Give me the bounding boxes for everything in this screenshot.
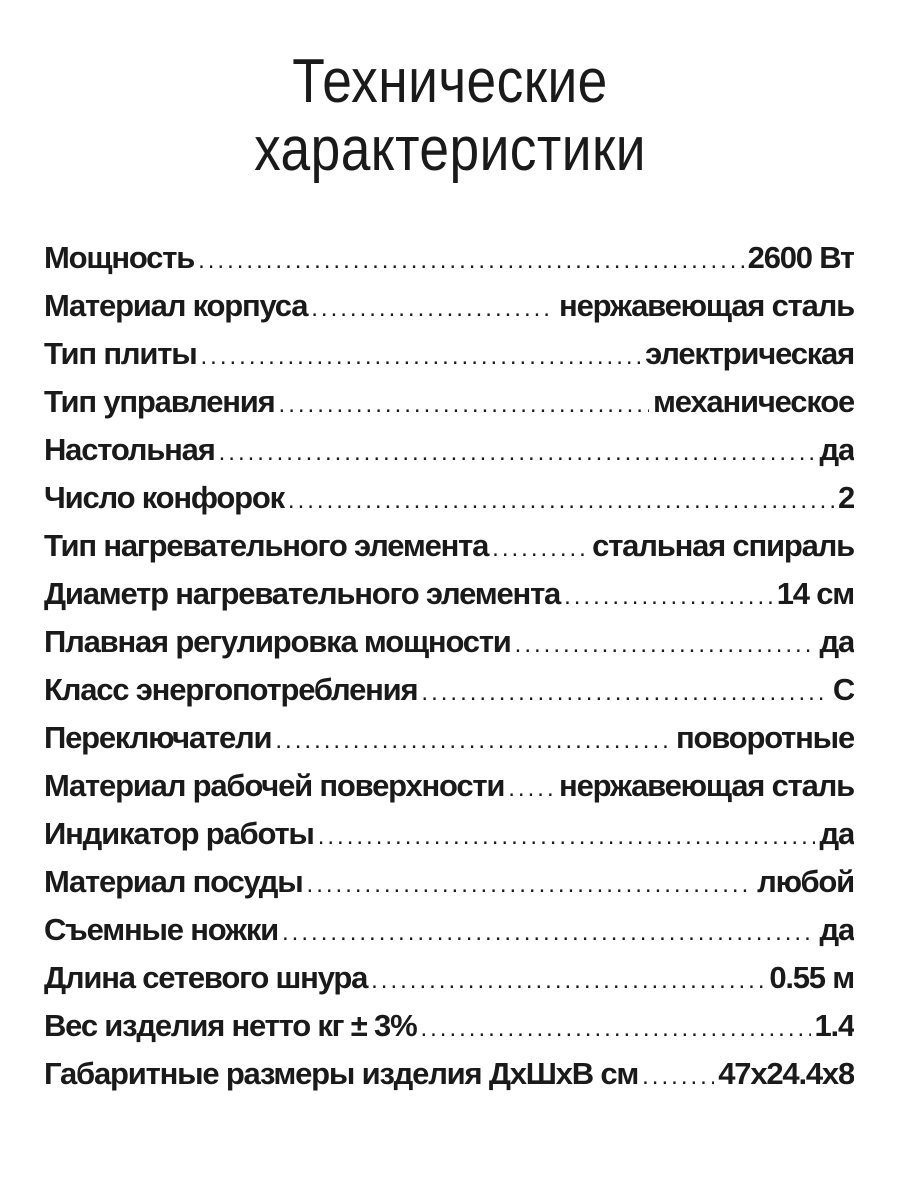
dot-leader — [311, 285, 555, 330]
spec-label: Длина сетевого шнура — [44, 960, 368, 995]
spec-value: 14 см — [776, 576, 854, 611]
dot-leader — [421, 669, 828, 714]
spec-label: Плавная регулировка мощности — [44, 624, 511, 659]
dot-leader — [564, 573, 773, 618]
spec-row-cookware-material — [44, 858, 854, 906]
spec-row-surface-material — [44, 762, 854, 810]
spec-row-cooker-type — [44, 330, 854, 378]
spec-label: Число конфорок — [44, 480, 284, 515]
spec-label: Габаритные размеры изделия ДхШхВ см — [44, 1056, 639, 1091]
spec-value: да — [819, 624, 854, 659]
spec-value: нержавеющая сталь — [559, 768, 854, 803]
spec-row-net-weight — [44, 1002, 854, 1050]
spec-value: 1.4 — [814, 1008, 854, 1043]
spec-value: да — [819, 816, 854, 851]
spec-label: Настольная — [44, 432, 215, 467]
spec-value: 2600 Вт — [747, 240, 854, 275]
spec-label: Материал посуды — [44, 864, 303, 899]
spec-value: да — [819, 432, 854, 467]
dot-leader — [198, 237, 744, 282]
spec-row-smooth-power-adjust — [44, 618, 854, 666]
spec-value: электрическая — [645, 336, 854, 371]
dot-leader — [282, 909, 815, 954]
spec-row-control-type — [44, 378, 854, 426]
spec-value: С — [832, 672, 854, 707]
dot-leader — [642, 1053, 714, 1098]
spec-value: поворотные — [676, 720, 854, 755]
spec-row-heating-element-type — [44, 522, 854, 570]
spec-value: 0.55 м — [769, 960, 854, 995]
spec-label: Диаметр нагревательного элемента — [44, 576, 561, 611]
dot-leader — [515, 621, 816, 666]
spec-row-heating-element-diameter — [44, 570, 854, 618]
spec-label: Переключатели — [44, 720, 272, 755]
dot-leader — [200, 333, 641, 378]
spec-value: нержавеющая сталь — [559, 288, 854, 323]
title-line-2: характеристики — [254, 115, 646, 184]
spec-label: Класс энергопотребления — [44, 672, 418, 707]
spec-value: механическое — [653, 384, 854, 419]
page-title — [63, 48, 837, 184]
spec-row-dimensions — [44, 1050, 854, 1098]
spec-row-operation-indicator — [44, 810, 854, 858]
spec-value: любой — [757, 864, 854, 899]
spec-label: Тип управления — [44, 384, 275, 419]
dot-leader — [420, 1005, 810, 1050]
spec-row-removable-legs — [44, 906, 854, 954]
dot-leader — [318, 813, 816, 858]
spec-label: Материал корпуса — [44, 288, 308, 323]
spec-label: Мощность — [44, 240, 195, 275]
dot-leader — [307, 861, 754, 906]
spec-value: да — [819, 912, 854, 947]
dot-leader — [219, 429, 816, 474]
spec-list — [44, 234, 854, 1098]
spec-row-switches — [44, 714, 854, 762]
spec-label: Тип плиты — [44, 336, 197, 371]
title-line-1: Технические — [292, 47, 608, 116]
dot-leader — [288, 477, 834, 522]
spec-row-tabletop — [44, 426, 854, 474]
spec-row-energy-class — [44, 666, 854, 714]
dot-leader — [492, 525, 588, 570]
dot-leader — [508, 765, 555, 810]
spec-row-power — [44, 234, 854, 282]
spec-label: Съемные ножки — [44, 912, 279, 947]
spec-value: 2 — [837, 480, 854, 515]
spec-label: Вес изделия нетто кг ± 3% — [44, 1008, 417, 1043]
spec-value: стальная спираль — [592, 528, 854, 563]
spec-label: Материал рабочей поверхности — [44, 768, 505, 803]
spec-label: Тип нагревательного элемента — [44, 528, 489, 563]
dot-leader — [275, 717, 672, 762]
spec-label: Индикатор работы — [44, 816, 314, 851]
dot-leader — [371, 957, 765, 1002]
spec-row-burner-count — [44, 474, 854, 522]
spec-value: 47х24.4х8 — [718, 1056, 854, 1091]
spec-row-body-material — [44, 282, 854, 330]
spec-row-cord-length — [44, 954, 854, 1002]
dot-leader — [279, 381, 649, 426]
